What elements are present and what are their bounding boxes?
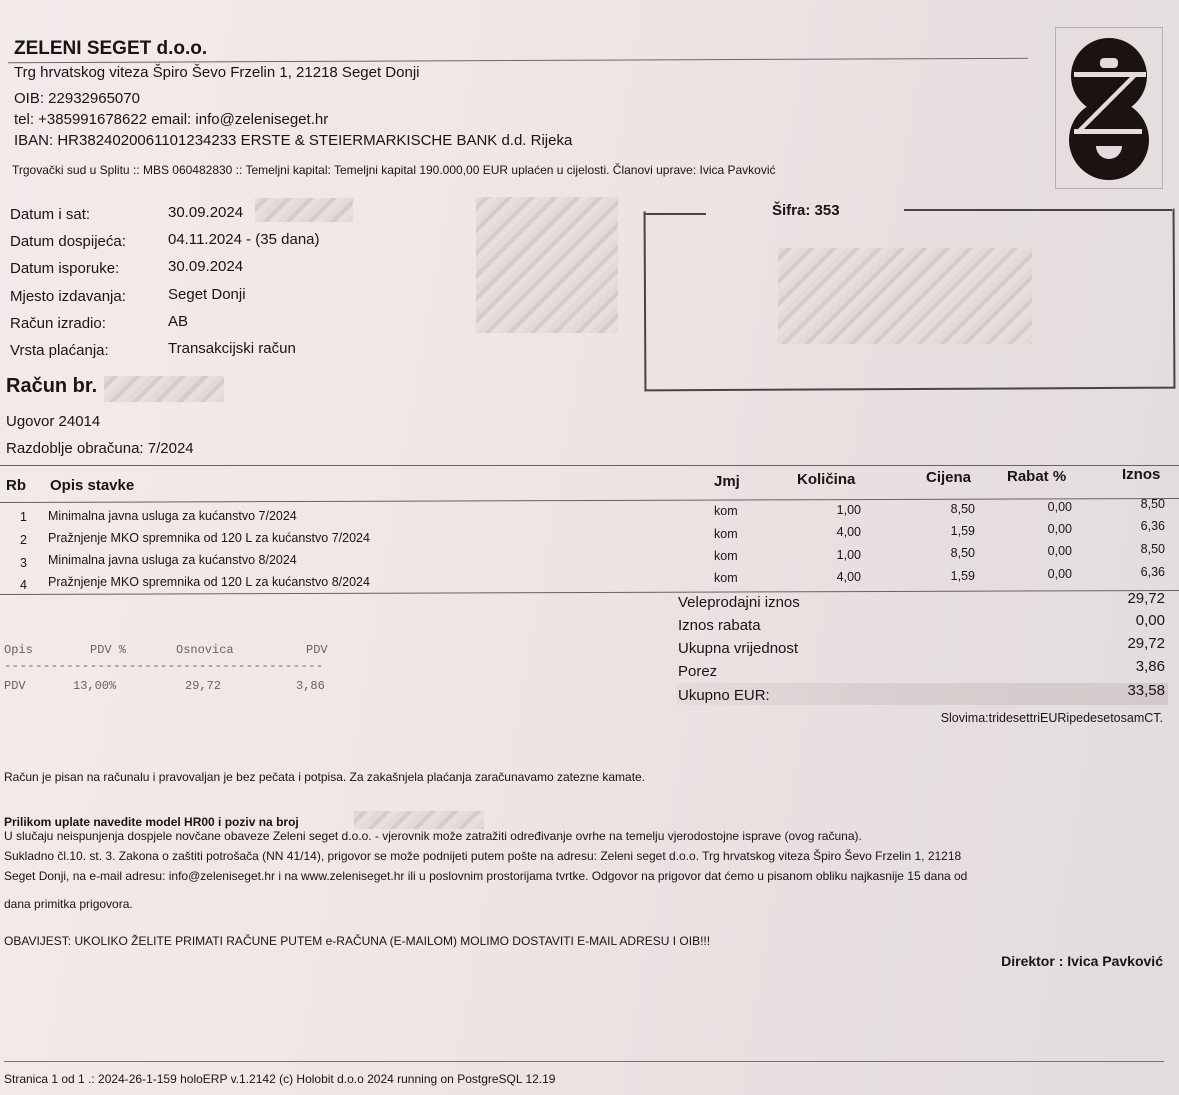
enforcement-note: U slučaju neispunjenja dospjele novčane obaveze Zeleni seget d.o.o. - vjerovnik može zatražiti određivanje ovrhe na temelju vjerodostojne isprave (ovog računa). (4, 829, 862, 843)
col-header-rabat: Rabat % (1007, 468, 1067, 485)
info-label-isporuka: Datum isporuke: (10, 260, 120, 277)
redacted-buyer-address (778, 248, 1032, 344)
redacted-time (255, 198, 353, 222)
total-value-ukupna: 29,72 (1127, 635, 1165, 652)
vat-row-pct: 13,00% (73, 679, 117, 693)
company-contact: tel: +385991678622 email: info@zeleniseget.hr (14, 111, 329, 128)
total-label-ukupno-eur: Ukupno EUR: (678, 687, 770, 704)
vat-row-osnovica: 29,72 (185, 679, 222, 693)
row-rabat: 0,00 (1047, 500, 1072, 514)
row-kolicina: 1,00 (836, 503, 861, 517)
vat-header-opis: Opis (4, 643, 33, 657)
vat-row-pdv: 3,86 (296, 679, 325, 693)
redacted-barcode (476, 197, 618, 333)
total-label-veleprodajni: Veleprodajni iznos (678, 594, 800, 611)
company-registry: Trgovački sud u Splitu :: MBS 060482830 :: Temeljni kapital: Temeljni kapital 190.000,00 EUR uplaćen u cijelosti. Članovi uprave: Ivica Pavković (12, 163, 776, 177)
row-jmj: kom (714, 549, 738, 563)
total-value-rabat: 0,00 (1135, 612, 1165, 629)
row-iznos: 6,36 (1140, 565, 1165, 579)
row-iznos: 8,50 (1140, 542, 1165, 556)
row-kolicina: 4,00 (836, 525, 861, 539)
page-footer: Stranica 1 od 1 .: 2024-26-1-159 holoERP v.1.2142 (c) Holobit d.o.o 2024 running on PostgreSQL 12.19 (4, 1072, 556, 1086)
payment-reference-note: Prilikom uplate navedite model HR00 i poziv na broj (4, 815, 299, 829)
total-label-rabat: Iznos rabata (678, 617, 761, 634)
buyer-code: Šifra: 353 (772, 202, 840, 219)
vat-header-osnovica: Osnovica (176, 643, 234, 657)
row-iznos: 6,36 (1140, 519, 1165, 533)
info-label-izradio: Račun izradio: (10, 315, 106, 332)
total-value-ukupno-eur: 33,58 (1127, 682, 1165, 699)
row-jmj: kom (714, 504, 738, 518)
info-value-datum: 30.09.2024 (168, 204, 244, 221)
row-cijena: 8,50 (950, 502, 975, 516)
total-value-veleprodajni: 29,72 (1127, 590, 1165, 607)
vat-separator: ----------------------------------------- (4, 659, 324, 673)
total-value-porez: 3,86 (1135, 658, 1165, 675)
info-value-izradio: AB (168, 313, 189, 330)
footer-divider (4, 1061, 1164, 1062)
company-logo (1055, 27, 1163, 189)
row-cijena: 8,50 (950, 546, 975, 560)
redacted-payment-reference (354, 811, 484, 829)
row-rabat: 0,00 (1047, 544, 1072, 558)
billing-period: Razdoblje obračuna: 7/2024 (6, 440, 194, 457)
buyer-box-top-left (644, 213, 706, 215)
vat-row-opis: PDV (4, 679, 26, 693)
vat-header-pdv: PDV (306, 643, 328, 657)
invoice-number-title: Račun br. (6, 375, 98, 397)
row-rabat: 0,00 (1047, 522, 1072, 536)
row-kolicina: 1,00 (836, 548, 861, 562)
row-kolicina: 4,00 (836, 570, 861, 584)
col-header-kolicina: Količina (797, 471, 856, 488)
e-invoice-notice: OBAVIJEST: UKOLIKO ŽELITE PRIMATI RAČUNE PUTEM e-RAČUNA (E-MAILOM) MOLIMO DOSTAVITI E-MAIL ADRESU I OIB!!! (4, 934, 711, 948)
complaint-note-line2: Seget Donji, na e-mail adresu: info@zeleniseget.hr i na www.zeleniseget.hr ili u poslovnim prostorijama tvrtke. Odgovor na prigovor dat ćemo u pisanom obliku najkasnije 15 dana od (4, 869, 968, 883)
complaint-note-line3: dana primitka prigovora. (4, 897, 133, 911)
company-oib: OIB: 22932965070 (14, 90, 140, 107)
row-opis: Pražnjenje MKO spremnika od 120 L za kućanstvo 8/2024 (48, 575, 370, 589)
row-opis: Pražnjenje MKO spremnika od 120 L za kućanstvo 7/2024 (48, 531, 370, 545)
row-cijena: 1,59 (950, 569, 975, 583)
table-header-line (0, 498, 1179, 503)
director-signature: Direktor : Ivica Pavković (1001, 953, 1163, 969)
legal-note: Račun je pisan na računalu i pravovaljan je bez pečata i potpisa. Za zakašnjela plaćanja zaračunavamo zatezne kamate. (4, 770, 646, 784)
table-top-line (0, 465, 1179, 466)
table-bottom-line (0, 590, 1179, 595)
row-cijena: 1,59 (950, 524, 975, 538)
row-jmj: kom (714, 571, 738, 585)
col-header-cijena: Cijena (926, 469, 972, 486)
total-label-ukupna: Ukupna vrijednost (678, 640, 799, 657)
row-opis: Minimalna javna usluga za kućanstvo 8/2024 (48, 553, 297, 567)
logo-icon (1056, 28, 1162, 188)
info-value-isporuka: 30.09.2024 (168, 258, 244, 275)
info-value-dospijece: 04.11.2024 - (35 dana) (168, 231, 320, 248)
row-rb: 3 (20, 556, 27, 570)
contract-number: Ugovor 24014 (6, 413, 101, 430)
info-value-mjesto: Seget Donji (168, 286, 246, 303)
info-value-placanje: Transakcijski račun (168, 340, 296, 357)
row-jmj: kom (714, 527, 738, 541)
row-opis: Minimalna javna usluga za kućanstvo 7/2024 (48, 509, 297, 523)
total-label-porez: Porez (678, 663, 718, 680)
company-address: Trg hrvatskog viteza Špiro Ševo Frzelin 1, 21218 Seget Donji (14, 64, 420, 81)
total-in-words: Slovima:tridesettriEURipedesetosamCT. (940, 711, 1163, 725)
row-rb: 4 (20, 578, 27, 592)
row-rb: 1 (20, 510, 27, 524)
info-label-datum: Datum i sat: (10, 206, 91, 223)
buyer-box-top-right (904, 209, 1172, 211)
company-name: ZELENI SEGET d.o.o. (14, 38, 208, 59)
info-label-mjesto: Mjesto izdavanja: (10, 288, 126, 305)
info-label-placanje: Vrsta plaćanja: (10, 342, 109, 359)
col-header-opis: Opis stavke (50, 477, 135, 494)
company-iban: IBAN: HR3824020061101234233 ERSTE & STEIERMARKISCHE BANK d.d. Rijeka (14, 132, 573, 149)
col-header-jmj: Jmj (714, 473, 740, 490)
vat-header-pct: PDV % (90, 643, 127, 657)
info-label-dospijece: Datum dospijeća: (10, 233, 126, 250)
redacted-invoice-number (104, 376, 224, 402)
col-header-iznos: Iznos (1122, 466, 1161, 483)
complaint-note-line1: Sukladno čl.10. st. 3. Zakona o zaštiti potrošača (NN 41/14), prigovor se može podnijeti putem pošte na adresu: Zeleni seget d.o.o. Trg hrvatskog viteza Špiro Ševo Frzelin 1, 21218 (4, 849, 962, 863)
row-iznos: 8,50 (1140, 497, 1165, 511)
row-rb: 2 (20, 533, 27, 547)
row-rabat: 0,00 (1047, 567, 1072, 581)
col-header-rb: Rb (6, 477, 26, 494)
